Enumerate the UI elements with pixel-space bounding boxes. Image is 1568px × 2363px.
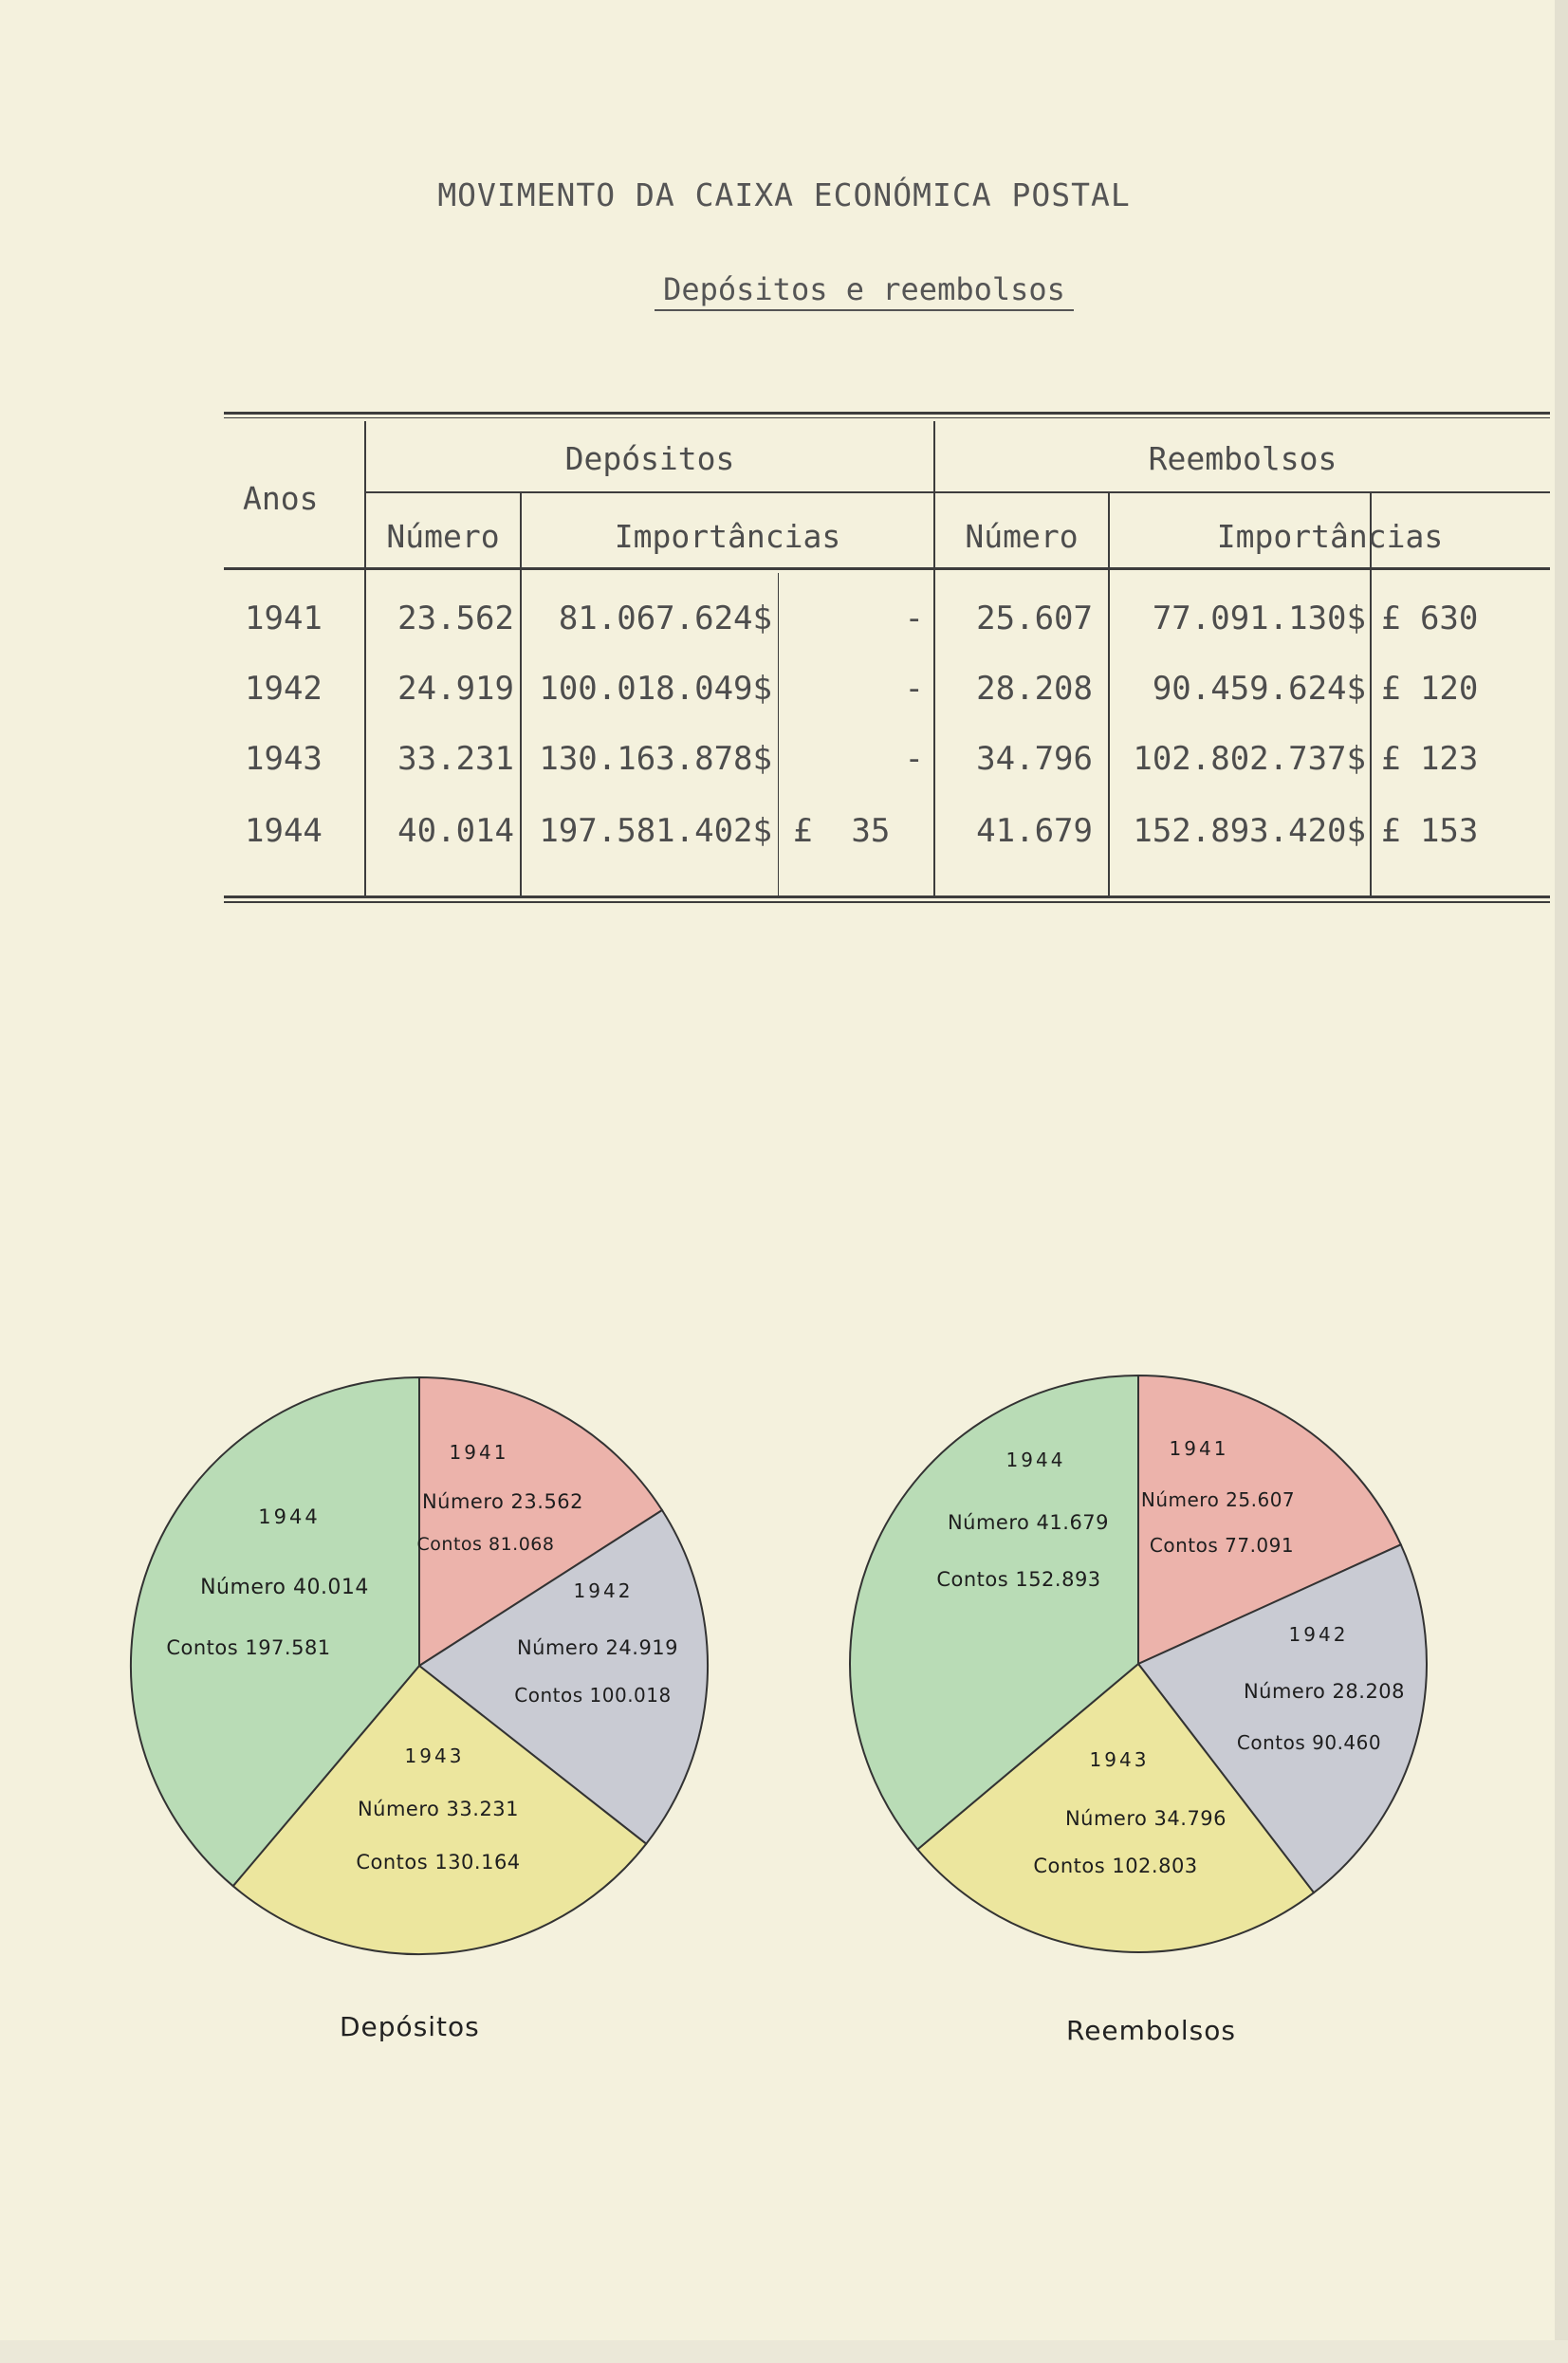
ree-escudos: 77.091.130$ [1152,600,1366,637]
slice-numero-label: Número 40.014 [200,1576,369,1599]
ree-escudos: 102.802.737$ [1133,740,1366,778]
slice-numero-label: Número 41.679 [947,1511,1110,1534]
pie-depósitos [131,1377,708,1954]
slice-contos-label: Contos 81.068 [416,1534,555,1555]
header-ree-importancias: Importâncias [1216,518,1444,555]
table-header-rule [224,567,1550,570]
slice-contos-label: Contos 90.460 [1236,1731,1382,1754]
pie-charts [0,1328,1568,2087]
header-group-reembolsos: Reembolsos [1148,440,1337,477]
ree-libras: £ 120 [1381,670,1479,708]
header-dep-numero: Número [386,518,500,555]
slice-year-label: 1942 [573,1579,634,1602]
header-group-depositos: Depósitos [564,440,735,477]
table-top-rule-2 [224,417,1550,418]
page-subtitle: Depósitos e reembolsos [655,271,1074,311]
dep-libras: £ 35 [793,812,891,850]
slice-year-label: 1942 [1288,1623,1349,1646]
slice-contos-label: Contos 197.581 [166,1636,331,1659]
slice-year-label: 1941 [449,1441,509,1464]
dep-libras: - [904,600,924,637]
slice-contos-label: Contos 152.893 [936,1568,1101,1591]
slice-numero-label: Número 24.919 [516,1636,679,1659]
dep-numero: 23.562 [397,600,514,637]
header-ree-numero: Número [965,518,1079,555]
ree-escudos: 152.893.420$ [1133,812,1366,850]
slice-year-label: 1941 [1169,1437,1229,1460]
slice-contos-label: Contos 100.018 [514,1684,672,1707]
ree-libras: £ 153 [1381,812,1479,850]
ree-numero: 25.607 [976,600,1093,637]
data-table [224,412,1550,905]
table-bottom-rule-2 [224,901,1550,903]
ree-numero: 28.208 [976,670,1093,708]
slice-year-label: 1943 [1089,1748,1150,1771]
table-top-rule [224,412,1550,415]
slice-contos-label: Contos 77.091 [1149,1534,1295,1557]
slice-year-label: 1944 [1005,1449,1066,1471]
ree-numero: 34.796 [976,740,1093,778]
row-ano: 1942 [245,670,323,708]
header-dep-importancias: Importâncias [614,518,841,555]
slice-year-label: 1943 [404,1745,465,1767]
slice-numero-label: Número 25.607 [1140,1488,1296,1511]
row-ano: 1943 [245,740,323,778]
dep-escudos: 100.018.049$ [539,670,772,708]
table-subheader-rule [366,491,1550,493]
header-anos: Anos [243,480,319,517]
dep-libras: - [904,740,924,778]
page-bottom-edge [0,2340,1568,2363]
chart-title-reembolsos: Reembolsos [1066,2015,1236,2046]
dep-escudos: 197.581.402$ [539,812,772,850]
pie-reembolsos [850,1375,1427,1952]
dep-escudos: 81.067.624$ [558,600,772,637]
row-ano: 1944 [245,812,323,850]
dep-libras: - [904,670,924,708]
slice-contos-label: Contos 102.803 [1033,1855,1198,1877]
slice-year-label: 1944 [258,1505,321,1528]
ree-libras: £ 123 [1381,740,1479,778]
dep-escudos: 130.163.878$ [539,740,772,778]
slice-numero-label: Número 33.231 [357,1798,520,1820]
slice-numero-label: Número 34.796 [1064,1807,1227,1830]
slice-contos-label: Contos 130.164 [356,1851,521,1874]
dep-numero: 33.231 [397,740,514,778]
ree-numero: 41.679 [976,812,1093,850]
chart-title-depositos: Depósitos [340,2011,480,2042]
table-col-rule-dep-libras [778,573,779,895]
ree-escudos: 90.459.624$ [1152,670,1366,708]
page-title: MOVIMENTO DA CAIXA ECONÓMICA POSTAL [437,176,1131,213]
ree-libras: £ 630 [1381,600,1479,637]
row-ano: 1941 [245,600,323,637]
dep-numero: 24.919 [397,670,514,708]
slice-numero-label: Número 28.208 [1243,1680,1406,1703]
slice-numero-label: Número 23.562 [421,1490,584,1513]
table-bottom-rule [224,895,1550,898]
dep-numero: 40.014 [397,812,514,850]
